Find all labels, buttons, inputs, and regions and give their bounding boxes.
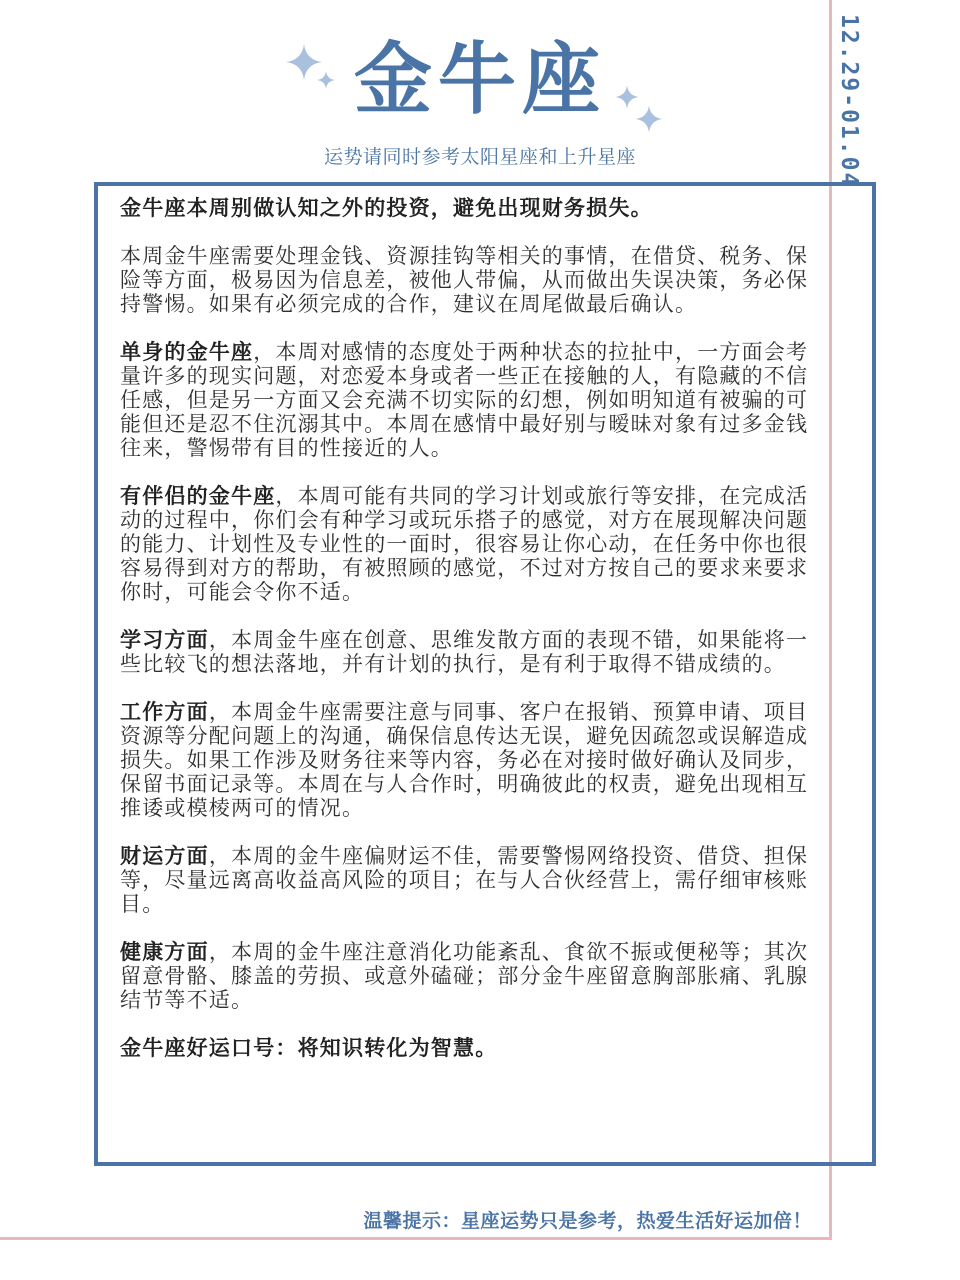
slogan: 金牛座好运口号：将知识转化为智慧。 bbox=[120, 1036, 498, 1060]
horoscope-content bbox=[120, 196, 816, 1084]
section-label: 工作方面 bbox=[120, 700, 209, 724]
section-work: 工作方面，本周金牛座需要注意与同事、客户在报销、预算申请、项目资源等分配问题上的沟通，确保信息传达无误，避免因疏忽或误解造成损失。如果工作涉及财务往来等内容，务必在对接时做好确认及同步，保留书面记录等。本周在与人合作时，明确彼此的权责，避免出现相互推诿或模棱两可的情况。 bbox=[120, 700, 809, 820]
section-wealth: 财运方面，本周的金牛座偏财运不佳，需要警惕网络投资、借贷、担保等，尽量远离高收益高风险的项目；在与人合伙经营上，需仔细审核账目。 bbox=[120, 844, 809, 916]
section-health: 健康方面，本周的金牛座注意消化功能紊乱、食欲不振或便秘等；其次留意骨骼、膝盖的劳损、或意外磕碰；部分金牛座留意胸部胀痛、乳腺结节等不适。 bbox=[120, 940, 809, 1012]
date-range: 12.29-01.04 bbox=[836, 14, 862, 189]
section-label: 学习方面 bbox=[120, 628, 209, 652]
page-title: 金牛座 bbox=[353, 35, 606, 125]
footer-tip: 温馨提示：星座运势只是参考，热爱生活好运加倍！ bbox=[363, 1210, 812, 1232]
section-study: 学习方面，本周金牛座在创意、思维发散方面的表现不错，如果能将一些比较飞的想法落地，并有计划的执行，是有利于取得不错成绩的。 bbox=[120, 628, 809, 676]
intro-paragraph: 本周金牛座需要处理金钱、资源挂钩等相关的事情，在借贷、税务、保险等方面，极易因为信息差，被他人带偏，从而做出失误决策，务必保持警惕。如果有必须完成的合作，建议在周尾做最后确认。 bbox=[120, 244, 809, 316]
section-partnered: 有伴侣的金牛座，本周可能有共同的学习计划或旅行等安排，在完成活动的过程中，你们会有种学习或玩乐搭子的感觉，对方在展现解决问题的能力、计划性及专业性的一面时，很容易让你心动，在任务中你也很容易得到对方的帮助，有被照顾的感觉，不过对方按自己的要求来要求你时，可能会令你不适。 bbox=[120, 484, 809, 604]
section-label: 单身的金牛座 bbox=[120, 340, 254, 364]
section-label: 财运方面 bbox=[120, 844, 209, 868]
section-single: 单身的金牛座，本周对感情的态度处于两种状态的拉扯中，一方面会考量许多的现实问题，对恋爱本身或者一些正在接触的人，有隐藏的不信任感，但是另一方面又会充满不切实际的幻想，例如明知道有被骗的可能但还是忍不住沉溺其中。本周在感情中最好别与暧昧对象有过多金钱往来，警惕带有目的性接近的人。 bbox=[120, 340, 809, 460]
subtitle: 运势请同时参考太阳星座和上升星座 bbox=[323, 146, 636, 168]
pink-horizontal-line bbox=[0, 1237, 832, 1240]
section-label: 健康方面 bbox=[120, 940, 209, 964]
section-label: 有伴侣的金牛座 bbox=[120, 484, 276, 508]
headline: 金牛座本周别做认知之外的投资，避免出现财务损失。 bbox=[120, 196, 653, 220]
